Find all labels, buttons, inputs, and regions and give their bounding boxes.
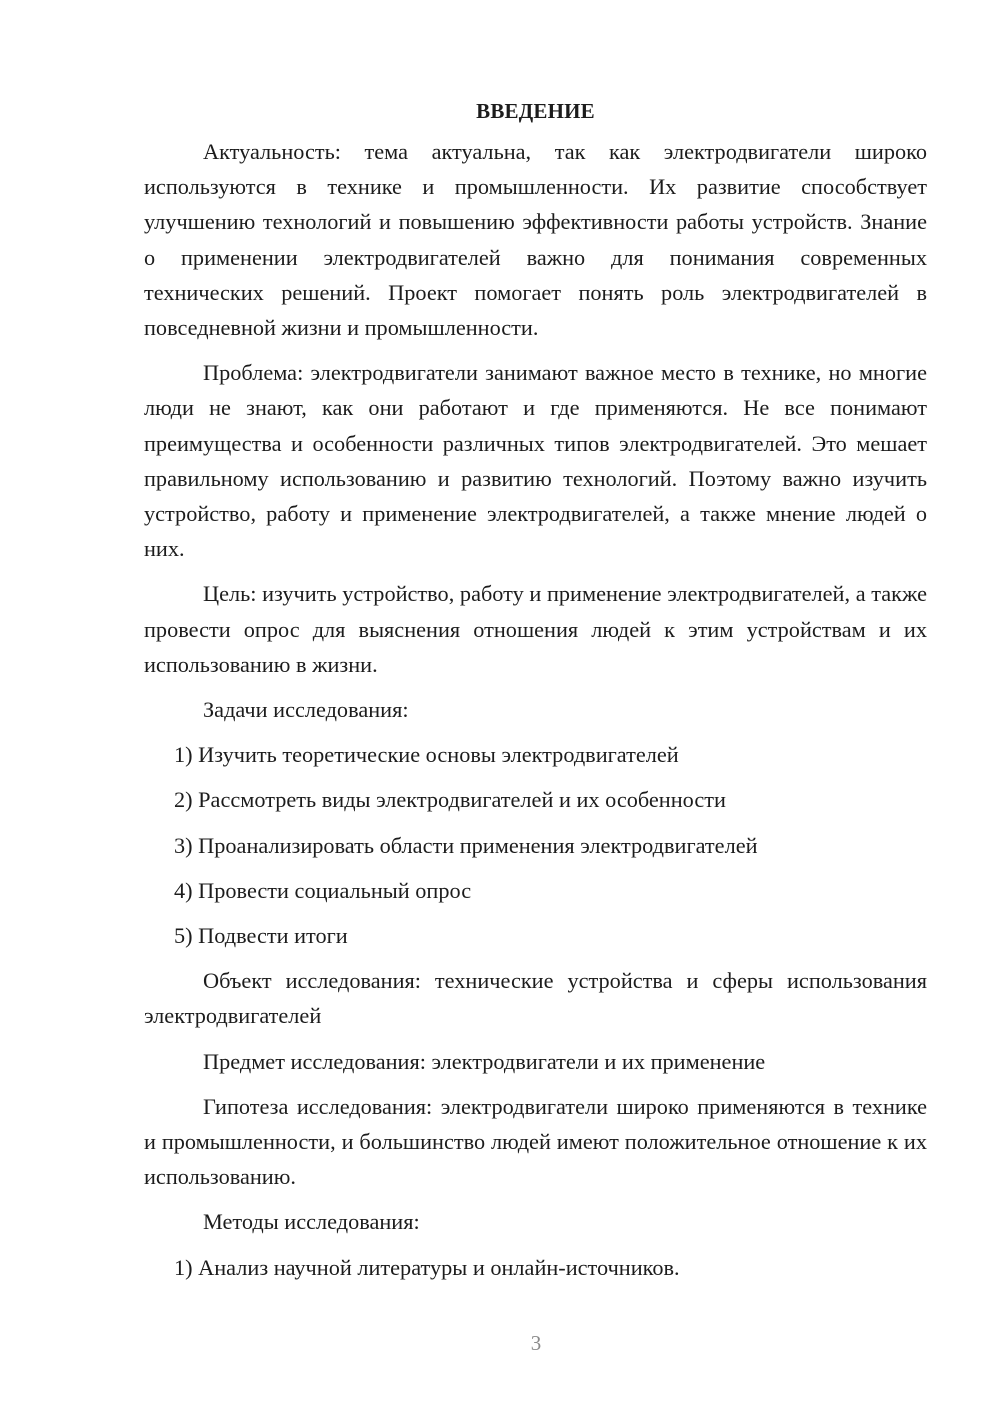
task-item-1: 1) Изучить теоретические основы электродвигателей [174, 742, 679, 768]
task-item-3: 3) Проанализировать области применения электродвигателей [174, 832, 758, 858]
object-paragraph: Объект исследования: технические устройства и сферы использования электродвигателей [144, 968, 927, 1029]
subject-paragraph: Предмет исследования: электродвигатели и их применение [203, 1048, 766, 1074]
task-item-5: 5) Подвести итоги [174, 923, 348, 949]
hypothesis-paragraph: Гипотеза исследования: электродвигатели широко применяются в технике и промышленности, и большинство людей имеют положительное отношение к их использованию. [144, 1093, 927, 1190]
task-item-4: 4) Провести социальный опрос [174, 877, 472, 903]
page-number: 3 [530, 1331, 542, 1355]
relevance-paragraph: Актуальность: тема актуальна, так как электродвигатели широко используются в технике и промышленности. Их развитие способствует улучшению технологий и повышению эффективности работы устройств. Знание о применении электродвигателей важно для понимания современных технических решений. Проект помогает понять роль электродвигателей в повседневной жизни и промышленности. [144, 139, 927, 341]
document-page [144, 93, 927, 1295]
methods-heading: Методы исследования: [203, 1209, 420, 1235]
task-item-2: 2) Рассмотреть виды электродвигателей и их особенности [174, 787, 726, 813]
goal-paragraph: Цель: изучить устройство, работу и применение электродвигателей, а также провести опрос для выяснения отношения людей к этим устройствам и их использованию в жизни. [144, 581, 927, 677]
tasks-heading: Задачи исследования: [203, 697, 409, 723]
method-item-1: 1) Анализ научной литературы и онлайн-источников. [174, 1254, 680, 1280]
problem-paragraph: Проблема: электродвигатели занимают важное место в технике, но многие люди не знают, как они работают и где применяются. Не все понимают преимущества и особенности различных типов электродвигателей. Это мешает правильному использованию и развитию технологий. Поэтому важно изучить устройство, работу и применение электродвигателей, а также мнение людей о них. [144, 360, 927, 562]
section-title: ВВЕДЕНИЕ [476, 99, 595, 123]
